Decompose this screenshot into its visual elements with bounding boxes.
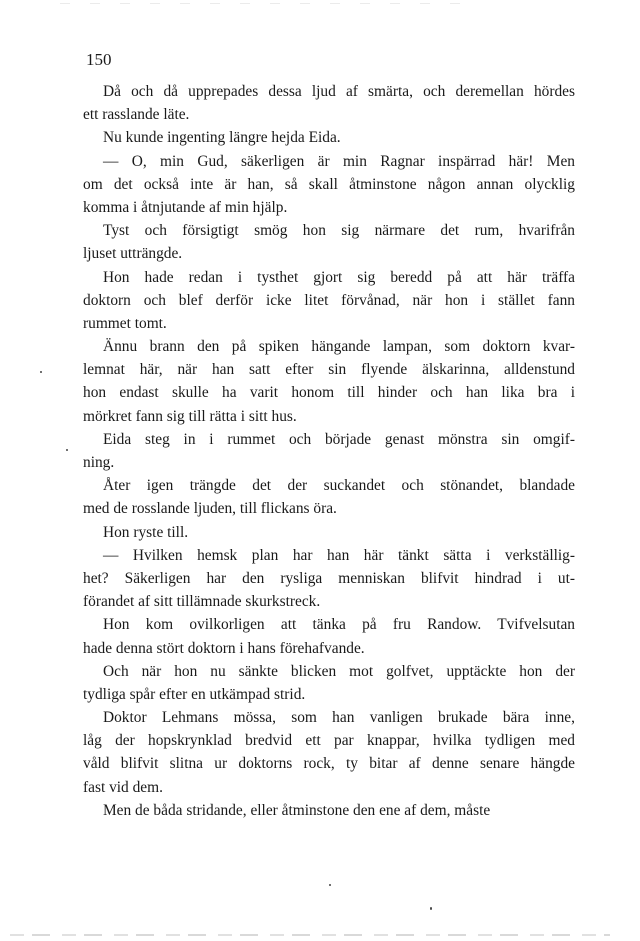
scan-speck: [430, 907, 432, 910]
text-line: Hon ryste till.: [103, 523, 189, 541]
paragraph: [83, 219, 575, 265]
scan-speck: [66, 449, 68, 451]
scan-speck: [329, 884, 331, 886]
text-line: het? Säkerligen har den rysliga menniskan blifvit hindrad i ut-: [83, 569, 575, 587]
text-line: — Hvilken hemsk plan har han här tänkt sätta i verkställig-: [103, 546, 575, 564]
text-line: ljuset utträngde.: [83, 245, 183, 263]
paragraph: [83, 474, 575, 520]
text-line: förandet af sitt tillämnade skurkstreck.: [83, 593, 321, 611]
paragraph: [83, 150, 575, 220]
text-line: lemnat här, när han satt efter sin flyende älskarinna, alldenstund: [83, 361, 575, 379]
text-line: fast vid dem.: [83, 778, 163, 796]
text-line: om det också inte är han, så skall åtminstone någon annan olycklig: [83, 175, 575, 193]
page-number: 150: [86, 50, 112, 69]
paragraph: [83, 521, 575, 544]
text-line: med de rosslande ljuden, till flickans öra.: [83, 500, 337, 518]
text-line: rummet tomt.: [83, 314, 167, 332]
scan-edge-bottom: [10, 934, 610, 936]
text-line: tydliga spår efter en utkämpad strid.: [83, 685, 306, 703]
paragraph: [83, 544, 575, 614]
text-line: — O, min Gud, säkerligen är min Ragnar inspärrad här! Men: [103, 152, 575, 170]
paragraph: [83, 706, 575, 799]
text-line: Åter igen trängde det der suckandet och stönandet, blandade: [103, 477, 575, 495]
paragraph: [83, 799, 575, 822]
text-line: Hon kom ovilkorligen att tänka på fru Randow. Tvifvelsutan: [103, 616, 575, 634]
paragraph: [83, 335, 575, 428]
body-text: [83, 80, 575, 822]
scan-edge-top: [60, 3, 480, 4]
text-line: hade denna stört doktorn i hans förehafvande.: [83, 639, 365, 657]
paragraph: [83, 126, 575, 149]
text-line: Tyst och försigtigt smög hon sig närmare det rum, hvarifrån: [103, 222, 575, 240]
paragraph: [83, 660, 575, 706]
text-line: ett rasslande läte.: [83, 106, 190, 124]
paragraph: [83, 266, 575, 336]
text-line: Men de båda stridande, eller åtminstone den ene af dem, måste: [103, 801, 491, 819]
text-line: mörkret fann sig till rätta i sitt hus.: [83, 407, 297, 425]
paragraph: [83, 428, 575, 474]
paragraph: [83, 613, 575, 659]
text-line: Och när hon nu sänkte blicken mot golfvet, upptäckte hon der: [103, 662, 575, 680]
text-line: Ännu brann den på spiken hängande lampan, som doktorn kvar-: [103, 338, 575, 356]
scan-speck: [40, 371, 42, 373]
text-line: Nu kunde ingenting längre hejda Eida.: [103, 129, 341, 147]
paragraph: [83, 80, 575, 126]
text-line: Hon hade redan i tysthet gjort sig beredd på att här träffa: [103, 268, 575, 286]
text-line: Doktor Lehmans mössa, som han vanligen brukade bära inne,: [103, 709, 575, 727]
text-line: Eida steg in i rummet och började genast mönstra sin omgif-: [103, 430, 575, 448]
text-line: Då och då upprepades dessa ljud af smärta, och deremellan hördes: [103, 83, 575, 100]
text-line: låg der hopskrynklad bredvid ett par knappar, hvilka tydligen med: [83, 732, 575, 750]
text-line: doktorn och blef derför icke litet förvånad, när hon i stället fann: [83, 291, 575, 309]
text-line: hon endast skulle ha varit honom till hinder och han lika bra i: [83, 384, 575, 402]
text-line: komma i åtnjutande af min hjälp.: [83, 198, 288, 216]
text-line: ning.: [83, 454, 115, 471]
text-line: våld blifvit slitna ur doktorns rock, ty bitar af denne senare hängde: [83, 755, 575, 773]
